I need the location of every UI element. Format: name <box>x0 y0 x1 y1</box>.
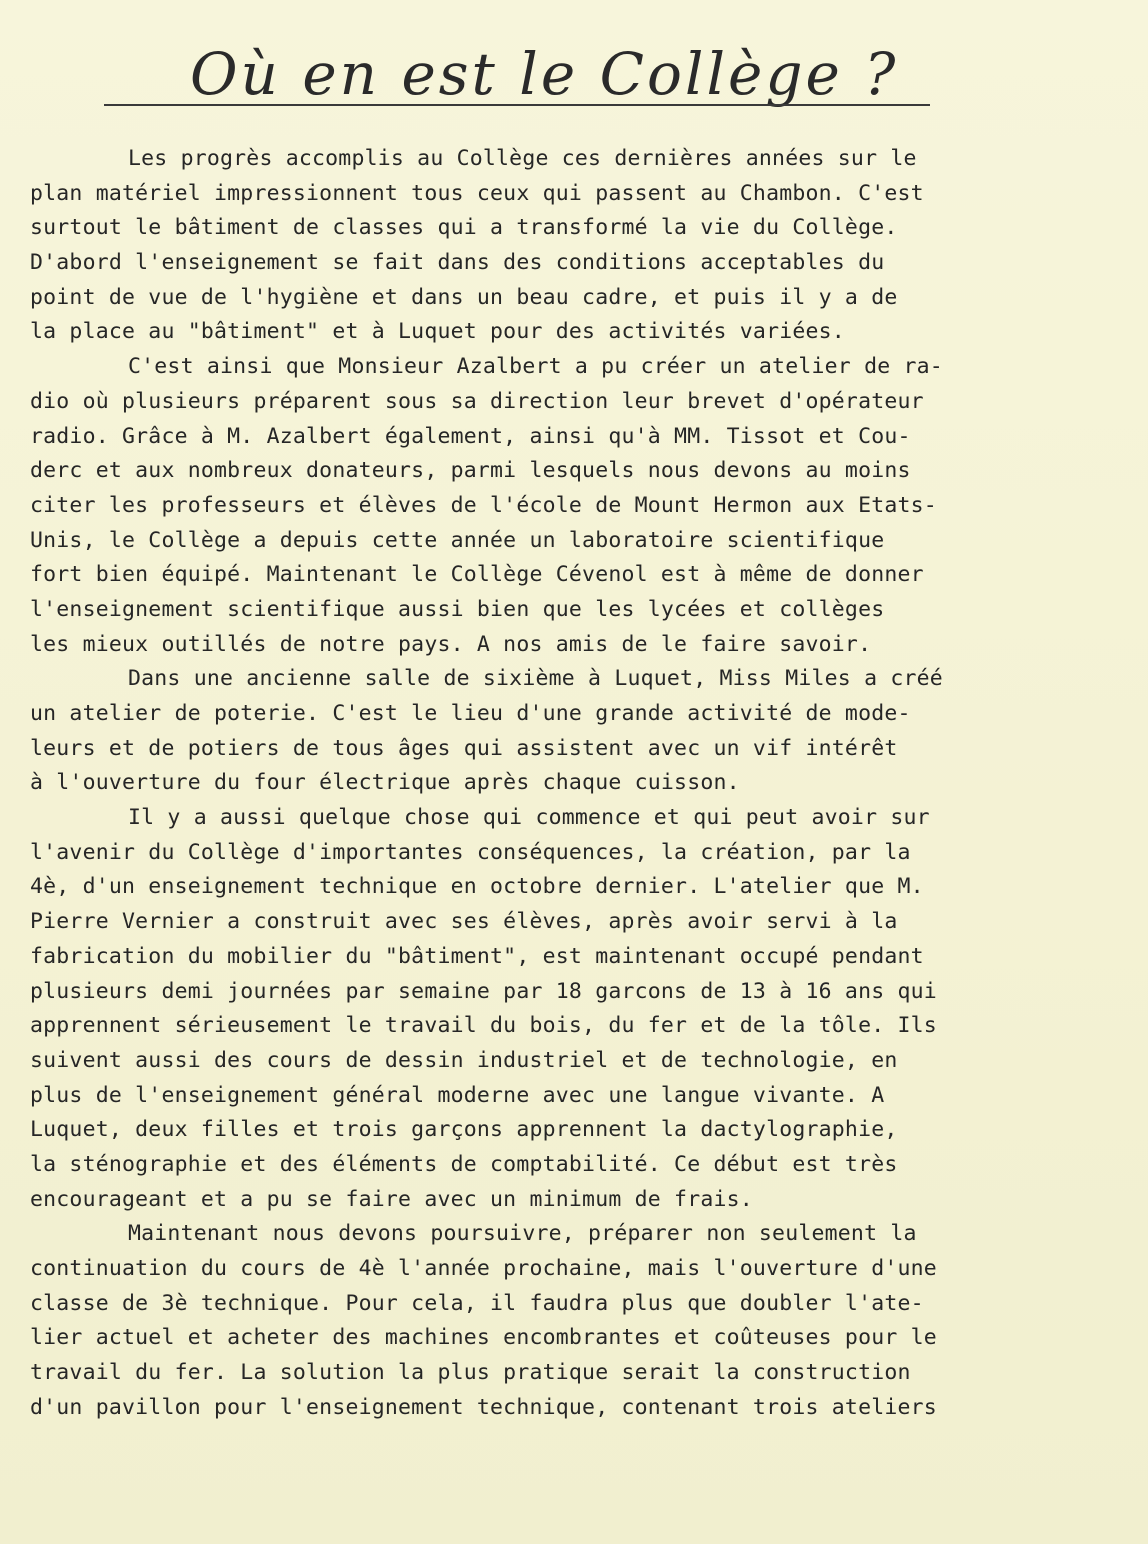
text-line: 4è, d'un enseignement technique en octobre dernier. L'atelier que M. <box>30 874 924 900</box>
text-line: derc et aux nombreux donateurs, parmi lesquels nous devons au moins <box>30 458 911 484</box>
text-line: d'un pavillon pour l'enseignement technique, contenant trois ateliers <box>30 1394 937 1420</box>
text-line: plus de l'enseignement général moderne avec une langue vivante. A <box>30 1082 885 1108</box>
text-line: la sténographie et des éléments de comptabilité. Ce début est très <box>30 1151 898 1177</box>
text-line: Dans une ancienne salle de sixième à Luquet, Miss Miles a créé <box>128 666 943 692</box>
text-line: à l'ouverture du four électrique après chaque cuisson. <box>30 770 740 796</box>
text-line: Unis, le Collège a depuis cette année un laboratoire scientifique <box>30 527 885 553</box>
text-line: D'abord l'enseignement se fait dans des conditions acceptables du <box>30 250 885 276</box>
text-line: point de vue de l'hygiène et dans un beau cadre, et puis il y a de <box>30 284 898 310</box>
article-body <box>30 142 1050 1425</box>
text-line: fort bien équipé. Maintenant le Collège Cévenol est à même de donner <box>30 562 924 588</box>
text-line: Maintenant nous devons poursuivre, préparer non seulement la <box>128 1221 917 1247</box>
text-line: plan matériel impressionnent tous ceux qui passent au Chambon. C'est <box>30 180 924 206</box>
page-title: Où en est le Collège ? <box>190 40 899 108</box>
text-line: classe de 3è technique. Pour cela, il faudra plus que doubler l'ate- <box>30 1290 924 1316</box>
text-line: surtout le bâtiment de classes qui a transformé la vie du Collège. <box>30 215 898 241</box>
text-line: C'est ainsi que Monsieur Azalbert a pu créer un atelier de ra- <box>128 354 943 380</box>
text-line: leurs et de potiers de tous âges qui assistent avec un vif intérêt <box>30 735 898 761</box>
text-line: la place au "bâtiment" et à Luquet pour des activités variées. <box>30 319 845 345</box>
text-line: les mieux outillés de notre pays. A nos amis de le faire savoir. <box>30 631 872 657</box>
text-line: Il y a aussi quelque chose qui commence et qui peut avoir sur <box>128 805 930 831</box>
text-line: l'enseignement scientifique aussi bien que les lycées et collèges <box>30 596 885 622</box>
text-line: encourageant et a pu se faire avec un minimum de frais. <box>30 1186 753 1212</box>
text-line: Pierre Vernier a construit avec ses élèves, après avoir servi à la <box>30 909 898 935</box>
text-line: plusieurs demi journées par semaine par 18 garcons de 13 à 16 ans qui <box>30 978 937 1004</box>
text-line: Luquet, deux filles et trois garçons apprennent la dactylographie, <box>30 1117 898 1143</box>
text-line: fabrication du mobilier du "bâtiment", est maintenant occupé pendant <box>30 943 924 969</box>
text-line: un atelier de poterie. C'est le lieu d'une grande activité de mode- <box>30 701 911 726</box>
title-underline <box>104 104 930 106</box>
text-line: suivent aussi des cours de dessin industriel et de technologie, en <box>30 1047 898 1073</box>
text-line: dio où plusieurs préparent sous sa direction leur brevet d'opérateur <box>30 388 924 414</box>
text-line: radio. Grâce à M. Azalbert également, ainsi qu'à MM. Tissot et Cou- <box>30 423 911 449</box>
text-line: citer les professeurs et élèves de l'école de Mount Hermon aux Etats- <box>30 492 937 518</box>
text-line: l'avenir du Collège d'importantes conséquences, la création, par la <box>30 839 911 865</box>
text-line: continuation du cours de 4è l'année prochaine, mais l'ouverture d'une <box>30 1256 937 1281</box>
text-line: Les progrès accomplis au Collège ces dernières années sur le <box>128 146 917 171</box>
text-line: lier actuel et acheter des machines encombrantes et coûteuses pour le <box>30 1325 937 1351</box>
text-line: travail du fer. La solution la plus pratique serait la construction <box>30 1360 911 1386</box>
text-line: apprennent sérieusement le travail du bois, du fer et de la tôle. Ils <box>30 1013 937 1039</box>
